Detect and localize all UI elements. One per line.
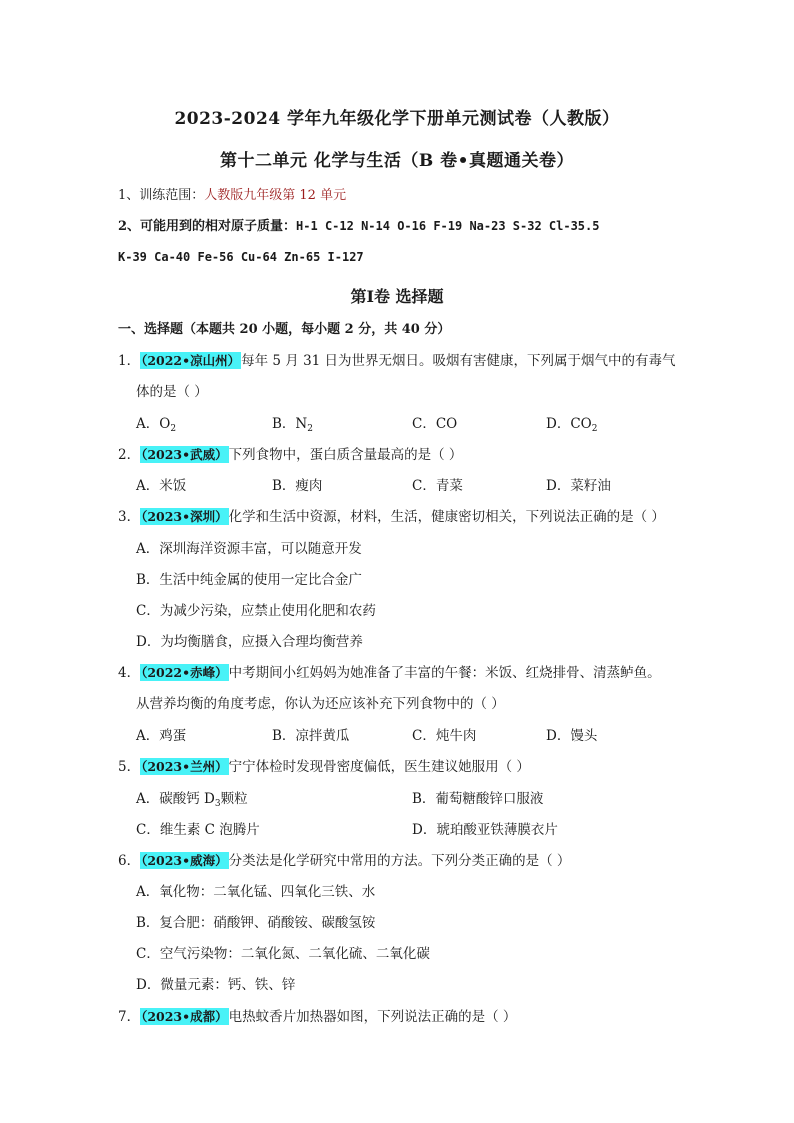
q1-option-c: C．CO: [412, 416, 458, 432]
q2-option-d: D．菜籽油: [546, 478, 611, 494]
q4-option-a: A．鸡蛋: [136, 728, 187, 744]
source-tag: （2023•深圳）: [141, 509, 228, 524]
q5-option-d: D．琥珀酸亚铁薄膜衣片: [412, 822, 558, 838]
q3-option-c: C．为减少污染，应禁止使用化肥和农药: [136, 603, 376, 619]
q6-option-b: B．复合肥：硝酸钾、硝酸铵、碳酸氢铵: [136, 915, 376, 931]
question-7: 7．（2023•成都）电热蚊香片加热器如图，下列说法正确的是（ ）: [118, 1009, 517, 1025]
source-tag: （2023•兰州）: [141, 759, 228, 774]
source-tag: （2023•威海）: [141, 853, 228, 868]
q4-option-b: B．凉拌黄瓜: [272, 728, 350, 744]
question-1-cont: 体的是（ ）: [136, 384, 208, 400]
info-line-atomic-mass: 2、可能用到的相对原子质量：H-1 C-12 N-14 O-16 F-19 Na-23 S-32 Cl-35.5: [118, 219, 600, 234]
q1-option-b: B．$N_2$: [272, 416, 313, 434]
source-tag: （2023•成都）: [141, 1009, 228, 1024]
q5-option-b: B．葡萄糖酸锌口服液: [412, 791, 544, 807]
q3-option-a: A．深圳海洋资源丰富，可以随意开发: [136, 541, 362, 557]
q2-option-a: A．米饭: [136, 478, 187, 494]
q6-option-a: A．氧化物：二氧化锰、四氧化三铁、水: [136, 884, 376, 900]
info-line-atomic-mass-2: K-39 Ca-40 Fe-56 Cu-64 Zn-65 I-127: [118, 250, 364, 264]
source-tag: （2023•武威）: [141, 447, 228, 462]
q1-option-a: A．$O_2$: [136, 416, 177, 434]
q6-option-d: D．微量元素：钙、铁、锌: [136, 977, 296, 993]
question-6: 6．（2023•威海）分类法是化学研究中常用的方法。下列分类正确的是（ ）: [118, 853, 571, 869]
q3-option-d: D．为均衡膳食，应摄入合理均衡营养: [136, 634, 363, 650]
q1-option-d: D．$CO_2$: [546, 416, 598, 434]
document-title: 2023-2024 学年九年级化学下册单元测试卷（人教版）: [174, 109, 620, 129]
q4-option-c: C．炖牛肉: [412, 728, 477, 744]
question-5: 5．（2023•兰州）宁宁体检时发现骨密度偏低，医生建议她服用（ ）: [118, 759, 530, 775]
info-line-scope: 1、训练范围：人教版九年级第 12 单元: [118, 188, 347, 203]
q5-option-a: A．碳酸钙 $D_3$颗粒: [136, 791, 248, 809]
question-3: 3．（2023•深圳）化学和生活中资源，材料，生活，健康密切相关，下列说法正确的是（ ）: [118, 509, 665, 525]
q6-option-c: C．空气污染物：二氧化氮、二氧化硫、二氧化碳: [136, 946, 430, 962]
section-heading: 一、选择题（本题共 20 小题，每小题 2 分，共 40 分）: [118, 322, 451, 337]
source-tag: （2022•赤峰）: [141, 665, 228, 680]
source-tag: （2022•凉山州）: [141, 353, 241, 368]
q5-option-c: C．维生素 C 泡腾片: [136, 822, 260, 838]
q4-option-d: D．馒头: [546, 728, 598, 744]
q3-option-b: B．生活中纯金属的使用一定比合金广: [136, 572, 362, 588]
unit-title: 第十二单元 化学与生活（B 卷•真题通关卷）: [219, 151, 575, 171]
q2-option-b: B．瘦肉: [272, 478, 323, 494]
question-4: 4．（2022•赤峰）中考期间小红妈妈为她准备了丰富的午餐：米饭、红烧排骨、清蒸鲈鱼。: [118, 665, 661, 681]
question-2: 2．（2023•武威）下列食物中，蛋白质含量最高的是（ ）: [118, 447, 463, 463]
q2-option-c: C．青菜: [412, 478, 463, 494]
section-title: 第Ⅰ卷 选择题: [350, 287, 444, 306]
scope-value: 人教版九年级第 12 单元: [204, 188, 347, 203]
question-1: 1．（2022•凉山州）每年 5 月 31 日为世界无烟日。吸烟有害健康，下列属于烟气中的有毒气: [118, 353, 676, 369]
question-4-cont: 从营养均衡的角度考虑，你认为还应该补充下列食物中的（ ）: [136, 696, 505, 712]
